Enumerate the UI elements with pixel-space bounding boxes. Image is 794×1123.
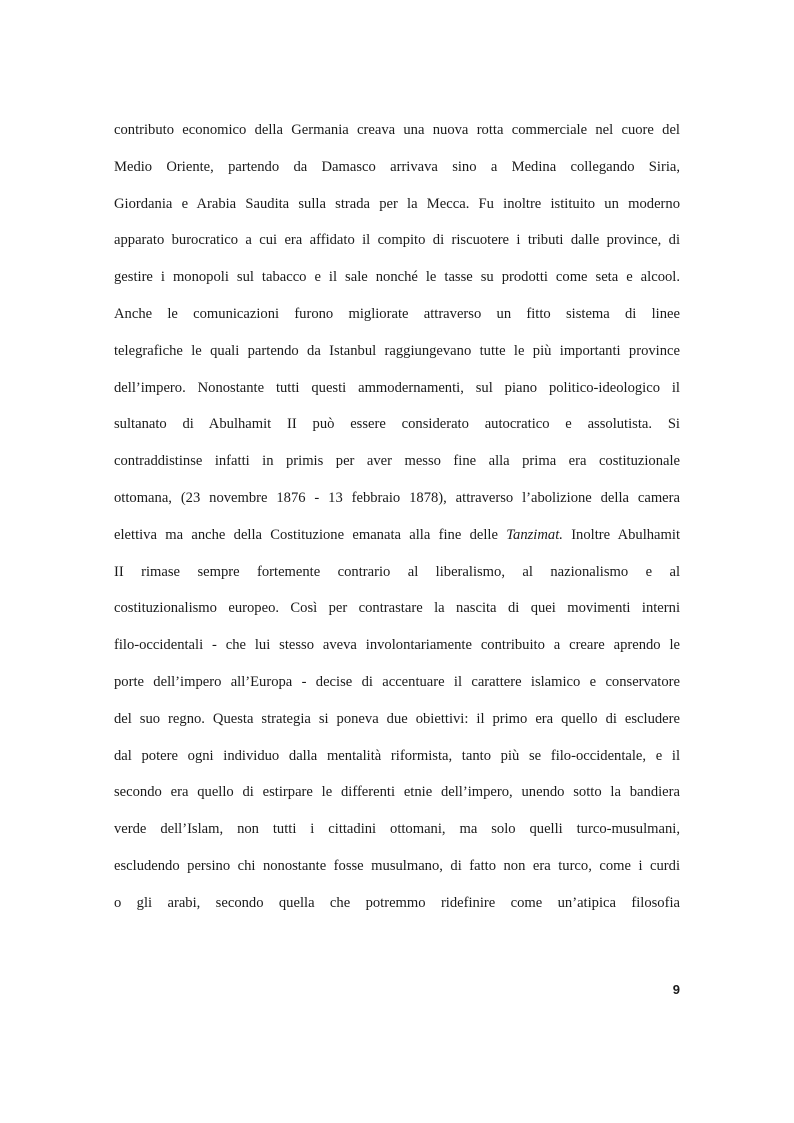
text-line: costituzionalismo europeo. Così per contrastare la nascita di quei movimenti interni — [114, 600, 680, 617]
text-line: filo-occidentali - che lui stesso aveva involontariamente contribuito a creare aprendo le — [114, 637, 680, 654]
text-line: verde dell’Islam, non tutti i cittadini ottomani, ma solo quelli turco-musulmani, — [114, 821, 680, 838]
text-line: telegrafiche le quali partendo da Istanbul raggiungevano tutte le più importanti province — [114, 342, 680, 359]
text-line: dal potere ogni individuo dalla mentalità riformista, tanto più se filo-occidentale, e il — [114, 747, 680, 764]
text-line: secondo era quello di estirpare le differenti etnie dell’impero, unendo sotto la bandiera — [114, 784, 680, 801]
text-line: escludendo persino chi nonostante fosse musulmano, di fatto non era turco, come i curdi — [114, 857, 680, 874]
body-paragraph — [114, 112, 680, 922]
text-line: dell’impero. Nonostante tutti questi ammodernamenti, sul piano politico-ideologico il — [114, 379, 680, 396]
text-line: Giordania e Arabia Saudita sulla strada per la Mecca. Fu inoltre istituito un moderno — [114, 195, 680, 212]
text-segment: Inoltre Abulhamit — [562, 526, 680, 543]
text-line: ottomana, (23 novembre 1876 - 13 febbraio 1878), attraverso l’abolizione della camera — [114, 489, 680, 506]
page-number: 9 — [672, 982, 680, 997]
text-line — [114, 517, 680, 554]
text-line: gestire i monopoli sul tabacco e il sale nonché le tasse su prodotti come seta e alcool. — [114, 269, 680, 286]
text-line: contributo economico della Germania creava una nuova rotta commerciale nel cuore del — [114, 122, 680, 138]
italic-term: Tanzimat. — [506, 526, 563, 543]
text-line: apparato burocratico a cui era affidato il compito di riscuotere i tributi dalle province, di — [114, 232, 680, 249]
text-segment: elettiva ma anche della Costituzione emanata alla fine delle — [114, 526, 507, 543]
text-line: Medio Oriente, partendo da Damasco arrivava sino a Medina collegando Siria, — [114, 158, 680, 175]
text-line: Anche le comunicazioni furono migliorate attraverso un fitto sistema di linee — [114, 305, 680, 322]
text-line: II rimase sempre fortemente contrario al liberalismo, al nazionalismo e al — [114, 563, 680, 580]
text-line: contraddistinse infatti in primis per aver messo fine alla prima era costituzionale — [114, 453, 680, 470]
text-line: o gli arabi, secondo quella che potremmo ridefinire come un’atipica filosofia — [114, 894, 680, 911]
text-line: porte dell’impero all’Europa - decise di accentuare il carattere islamico e conservatore — [114, 673, 680, 690]
text-line: sultanato di Abulhamit II può essere considerato autocratico e assolutista. Si — [114, 416, 680, 433]
text-line: del suo regno. Questa strategia si poneva due obiettivi: il primo era quello di escludere — [114, 710, 680, 727]
